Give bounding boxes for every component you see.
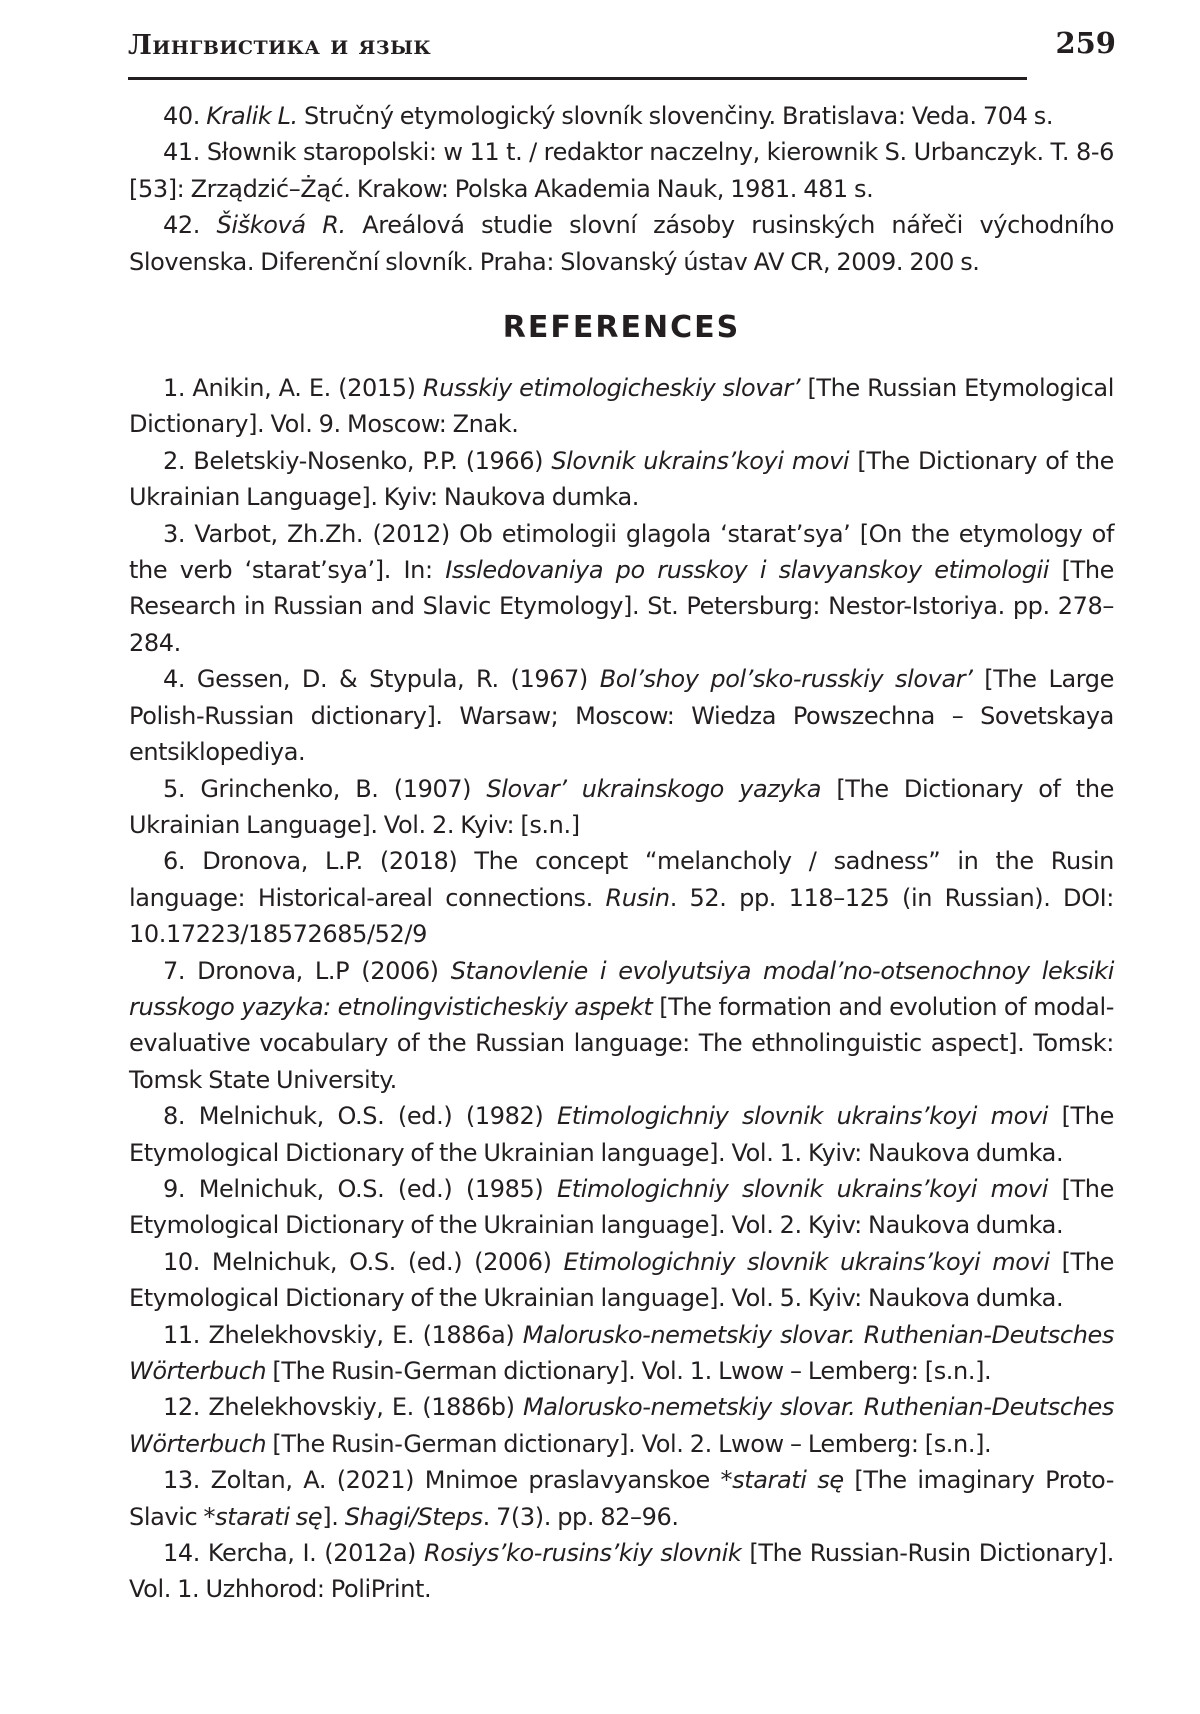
ref-title: Slovnik ukrains’koyi movi	[551, 446, 850, 475]
ref-text: 7. Dronova, L.P (2006)	[163, 956, 451, 985]
entry-number: 40.	[163, 102, 207, 130]
ref-title: Russkiy etimologicheskiy slovar’	[422, 374, 801, 403]
ref-text: [The Rusin-German dictionary]. Vol. 1. Lwow – Lemberg: [s.n.].	[266, 1357, 992, 1385]
entry-author: Šišková R.	[216, 211, 346, 240]
reference-entry-4	[129, 661, 1114, 770]
ref-text: [The Etymological Dictionary of the Ukrainian language]. Vol. 1. Kyiv: Naukova dumka.	[129, 1102, 1114, 1167]
entry-text: Areálová studie slovní zásoby rusinských nářeči východního Slovenska. Diferenční slovník. Praha: Slovanský ústav AV CR, 2009. 200 s.	[129, 211, 1114, 276]
page-content	[129, 98, 1114, 1608]
ref-title: Etimologichniy slovnik ukrains’koyi movi	[556, 1174, 1048, 1203]
ref-text: 2. Beletskiy-Nosenko, P.P. (1966)	[163, 446, 552, 475]
ref-text: 8. Melnichuk, O.S. (ed.) (1982)	[163, 1102, 557, 1131]
ref-text: [The Research in Russian and Slavic Etymology]. St. Petersburg: Nestor-Istoriya. pp. 278–284.	[129, 556, 1114, 657]
ref-text: . 52. pp. 118–125 (in Russian). DOI: 10.17223/18572685/52/9	[129, 883, 1114, 949]
literature-entry-40	[129, 98, 1114, 134]
entry-number: 41.	[163, 138, 207, 167]
references-heading: REFERENCES	[502, 310, 741, 346]
reference-entry-11	[129, 1317, 1114, 1390]
ref-title: Bol’shoy pol’sko-russkiy slovar’	[599, 665, 973, 694]
entry-author: Kralik L.	[206, 102, 298, 130]
ref-text: [The imaginary Proto-Slavic *	[129, 1466, 1114, 1531]
ref-text: [The Large Polish-Russian dictionary]. Warsaw; Moscow: Wiedza Powszechna – Sovetskaya entsiklopediya.	[129, 665, 1114, 767]
ref-text: [The Etymological Dictionary of the Ukrainian language]. Vol. 5. Kyiv: Naukova dumka.	[129, 1247, 1114, 1313]
ref-text: [The formation and evolution of modal-evaluative vocabulary of the Russian language: The ethnolinguistic aspect]. Tomsk: Tomsk State University.	[129, 992, 1114, 1094]
reference-entry-2	[129, 443, 1114, 516]
ref-text: ].	[322, 1502, 345, 1531]
reference-entry-7	[129, 953, 1114, 1099]
ref-title: starati sę	[215, 1502, 323, 1531]
ref-text: . 7(3). pp. 82–96.	[482, 1502, 679, 1531]
entry-text: Słownik staropolski: w 11 t. / redaktor naczelny, kierownik S. Urbanczyk. T. 8-6 [53]: Zrządzić–Żąć. Krakow: Polska Akademia Nauk, 1981. 481 s.	[129, 138, 1114, 203]
ref-journal: Shagi/Steps	[344, 1502, 483, 1531]
running-header	[128, 26, 1116, 78]
header-rule	[128, 77, 1027, 80]
ref-text: [The Dictionary of the Ukrainian Language]. Vol. 2. Kyiv: [s.n.]	[129, 774, 1114, 839]
ref-title: Rosiys’ko-rusins’kiy slovnik	[423, 1539, 742, 1568]
ref-text: [The Rusin-German dictionary]. Vol. 2. Lwow – Lemberg: [s.n.].	[266, 1429, 992, 1458]
ref-text: 14. Kercha, I. (2012a)	[163, 1539, 424, 1568]
ref-text: 3. Varbot, Zh.Zh. (2012) Ob etimologii glagola ‘starat’sya’ [On the etymology of the verb ‘starat’sya’]. In:	[129, 519, 1114, 585]
ref-title: Malorusko-nemetskiy slovar. Ruthenian-Deutsches Wörterbuch	[129, 1393, 1114, 1458]
ref-text: [The Russian Etymological Dictionary]. Vol. 9. Moscow: Znak.	[129, 374, 1114, 439]
running-header-title: Лингвистика и язык	[128, 30, 432, 61]
entry-number: 42.	[163, 211, 217, 240]
entry-text: Stručný etymologický slovník slovenčiny. Bratislava: Veda. 704 s.	[297, 102, 1054, 130]
reference-entry-8	[129, 1098, 1114, 1171]
ref-title: Rusin	[605, 883, 670, 912]
reference-entry-13	[129, 1462, 1114, 1535]
literature-entry-41	[129, 134, 1114, 207]
ref-text: [The Dictionary of the Ukrainian Language]. Kyiv: Naukova dumka.	[129, 446, 1114, 512]
ref-title: Malorusko-nemetskiy slovar. Ruthenian-Deutsches Wörterbuch	[129, 1320, 1114, 1385]
ref-text: 6. Dronova, L.P. (2018) The concept “melancholy / sadness” in the Rusin language: Historical-areal connections.	[129, 847, 1114, 912]
ref-text: 10. Melnichuk, O.S. (ed.) (2006)	[163, 1247, 564, 1276]
page-number: 259	[1055, 26, 1116, 60]
ref-title: starati sę	[732, 1466, 844, 1495]
reference-entry-14	[129, 1535, 1114, 1608]
ref-title: Etimologichniy slovnik ukrains’koyi movi	[556, 1102, 1048, 1131]
reference-entry-6	[129, 843, 1114, 952]
ref-text: 11. Zhelekhovskiy, E. (1886a)	[163, 1320, 523, 1349]
literature-entry-42	[129, 207, 1114, 280]
reference-entry-10	[129, 1244, 1114, 1317]
reference-entry-12	[129, 1389, 1114, 1462]
reference-entry-3	[129, 516, 1114, 662]
ref-text: 9. Melnichuk, O.S. (ed.) (1985)	[163, 1174, 557, 1203]
ref-text: 1. Anikin, A. E. (2015)	[163, 374, 423, 403]
ref-text: 5. Grinchenko, B. (1907)	[163, 774, 487, 803]
ref-text: [The Russian-Rusin Dictionary]. Vol. 1. Uzhhorod: PoliPrint.	[129, 1539, 1114, 1604]
ref-title: Slovar’ ukrainskogo yazyka	[486, 774, 822, 803]
ref-text: 13. Zoltan, A. (2021) Mnimoe praslavyanskoe *	[163, 1466, 733, 1495]
reference-entry-1	[129, 370, 1114, 443]
reference-entry-5	[129, 771, 1114, 844]
reference-entry-9	[129, 1171, 1114, 1244]
ref-text: [The Etymological Dictionary of the Ukrainian language]. Vol. 2. Kyiv: Naukova dumka.	[129, 1174, 1114, 1240]
ref-text: 4. Gessen, D. & Stypula, R. (1967)	[163, 665, 600, 694]
ref-title: Etimologichniy slovnik ukrains’koyi movi	[563, 1247, 1050, 1276]
ref-text: 12. Zhelekhovskiy, E. (1886b)	[163, 1393, 523, 1422]
ref-title: Stanovlenie i evolyutsiya modal’no-otsenochnoy leksiki russkogo yazyka: etnolingvisticheskiy aspekt	[129, 956, 1114, 1021]
ref-title: Issledovaniya po russkoy i slavyanskoy etimologii	[445, 556, 1050, 585]
